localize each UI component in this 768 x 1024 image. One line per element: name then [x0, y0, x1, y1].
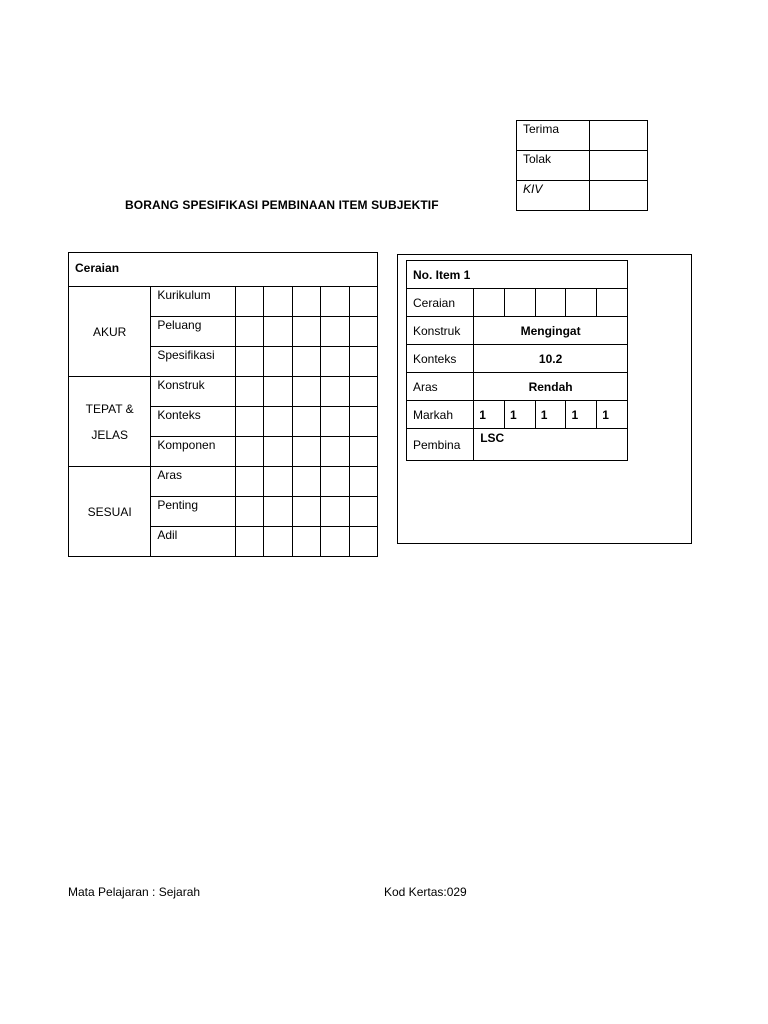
check-box[interactable] [235, 317, 263, 347]
item-row-konteks [407, 345, 628, 373]
item-label-markah: Markah [407, 401, 474, 429]
check-box[interactable] [235, 437, 263, 467]
status-box-terima[interactable] [590, 121, 648, 151]
status-table [516, 120, 648, 211]
item-value-konteks[interactable]: 10.2 [474, 345, 628, 373]
check-box[interactable] [321, 317, 349, 347]
group-tepat-line1: TEPAT & [85, 401, 134, 416]
check-box[interactable] [504, 289, 535, 317]
item-row-ceraian [407, 289, 628, 317]
item-label-konstruk: Konstruk [407, 317, 474, 345]
footer-subject: Mata Pelajaran : Sejarah [68, 885, 201, 899]
criteria-row [69, 467, 378, 497]
status-label-terima: Terima [517, 121, 590, 151]
check-box[interactable] [321, 407, 349, 437]
criterion-penting: Penting [151, 497, 235, 527]
status-box-tolak[interactable] [590, 151, 648, 181]
status-label-tolak: Tolak [517, 151, 590, 181]
check-box[interactable] [349, 527, 378, 557]
check-box[interactable] [235, 527, 263, 557]
status-row-terima [517, 121, 648, 151]
check-box[interactable] [292, 407, 320, 437]
check-box[interactable] [566, 289, 597, 317]
check-box[interactable] [321, 377, 349, 407]
check-box[interactable] [597, 289, 628, 317]
check-box[interactable] [349, 287, 378, 317]
criterion-spesifikasi: Spesifikasi [151, 347, 235, 377]
check-box[interactable] [292, 467, 320, 497]
status-box-kiv[interactable] [590, 181, 648, 211]
group-sesuai: SESUAI [69, 467, 151, 557]
check-box[interactable] [264, 347, 292, 377]
check-box[interactable] [264, 437, 292, 467]
markah-cell[interactable]: 1 [474, 401, 505, 429]
group-tepat-jelas [69, 377, 151, 467]
check-box[interactable] [264, 317, 292, 347]
item-label-aras: Aras [407, 373, 474, 401]
status-label-kiv: KIV [517, 181, 590, 211]
criteria-row [69, 377, 378, 407]
check-box[interactable] [321, 527, 349, 557]
check-box[interactable] [235, 497, 263, 527]
check-box[interactable] [264, 467, 292, 497]
criterion-konstruk: Konstruk [151, 377, 235, 407]
group-tepat-line2: JELAS [91, 427, 128, 442]
check-box[interactable] [349, 407, 378, 437]
check-box[interactable] [292, 287, 320, 317]
group-akur: AKUR [69, 287, 151, 377]
criteria-row [69, 287, 378, 317]
item-value-pembina[interactable]: LSC [474, 429, 628, 461]
criteria-table [68, 252, 378, 557]
check-box[interactable] [235, 377, 263, 407]
check-box[interactable] [292, 497, 320, 527]
item-row-aras [407, 373, 628, 401]
check-box[interactable] [235, 407, 263, 437]
check-box[interactable] [235, 287, 263, 317]
check-box[interactable] [321, 347, 349, 377]
check-box[interactable] [292, 527, 320, 557]
check-box[interactable] [321, 497, 349, 527]
check-box[interactable] [321, 467, 349, 497]
check-box[interactable] [264, 407, 292, 437]
item-number: No. Item 1 [407, 261, 628, 289]
check-box[interactable] [235, 347, 263, 377]
item-value-konstruk[interactable]: Mengingat [474, 317, 628, 345]
check-box[interactable] [292, 437, 320, 467]
item-table [406, 260, 628, 461]
check-box[interactable] [474, 289, 505, 317]
check-box[interactable] [264, 377, 292, 407]
form-title: BORANG SPESIFIKASI PEMBINAAN ITEM SUBJEKTIF [125, 198, 439, 212]
item-row-pembina [407, 429, 628, 461]
check-box[interactable] [264, 527, 292, 557]
check-box[interactable] [264, 497, 292, 527]
item-header-row [407, 261, 628, 289]
item-label-ceraian: Ceraian [407, 289, 474, 317]
check-box[interactable] [349, 467, 378, 497]
check-box[interactable] [235, 467, 263, 497]
check-box[interactable] [349, 317, 378, 347]
check-box[interactable] [349, 377, 378, 407]
check-box[interactable] [535, 289, 566, 317]
criterion-konteks: Konteks [151, 407, 235, 437]
criterion-kurikulum: Kurikulum [151, 287, 235, 317]
item-row-markah [407, 401, 628, 429]
item-value-aras[interactable]: Rendah [474, 373, 628, 401]
check-box[interactable] [292, 377, 320, 407]
check-box[interactable] [264, 287, 292, 317]
check-box[interactable] [349, 437, 378, 467]
item-row-konstruk [407, 317, 628, 345]
markah-cell[interactable]: 1 [535, 401, 566, 429]
check-box[interactable] [321, 287, 349, 317]
criterion-peluang: Peluang [151, 317, 235, 347]
check-box[interactable] [292, 317, 320, 347]
check-box[interactable] [349, 347, 378, 377]
item-label-konteks: Konteks [407, 345, 474, 373]
criteria-header-row [69, 253, 378, 287]
criterion-aras: Aras [151, 467, 235, 497]
criterion-adil: Adil [151, 527, 235, 557]
item-label-pembina: Pembina [407, 429, 474, 461]
criterion-komponen: Komponen [151, 437, 235, 467]
footer-code: Kod Kertas:029 [384, 885, 467, 899]
criteria-header: Ceraian [69, 253, 378, 287]
check-box[interactable] [292, 347, 320, 377]
check-box[interactable] [321, 437, 349, 467]
check-box[interactable] [349, 497, 378, 527]
status-row-tolak [517, 151, 648, 181]
markah-cell[interactable]: 1 [504, 401, 535, 429]
markah-cell[interactable]: 1 [597, 401, 628, 429]
status-row-kiv [517, 181, 648, 211]
markah-cell[interactable]: 1 [566, 401, 597, 429]
